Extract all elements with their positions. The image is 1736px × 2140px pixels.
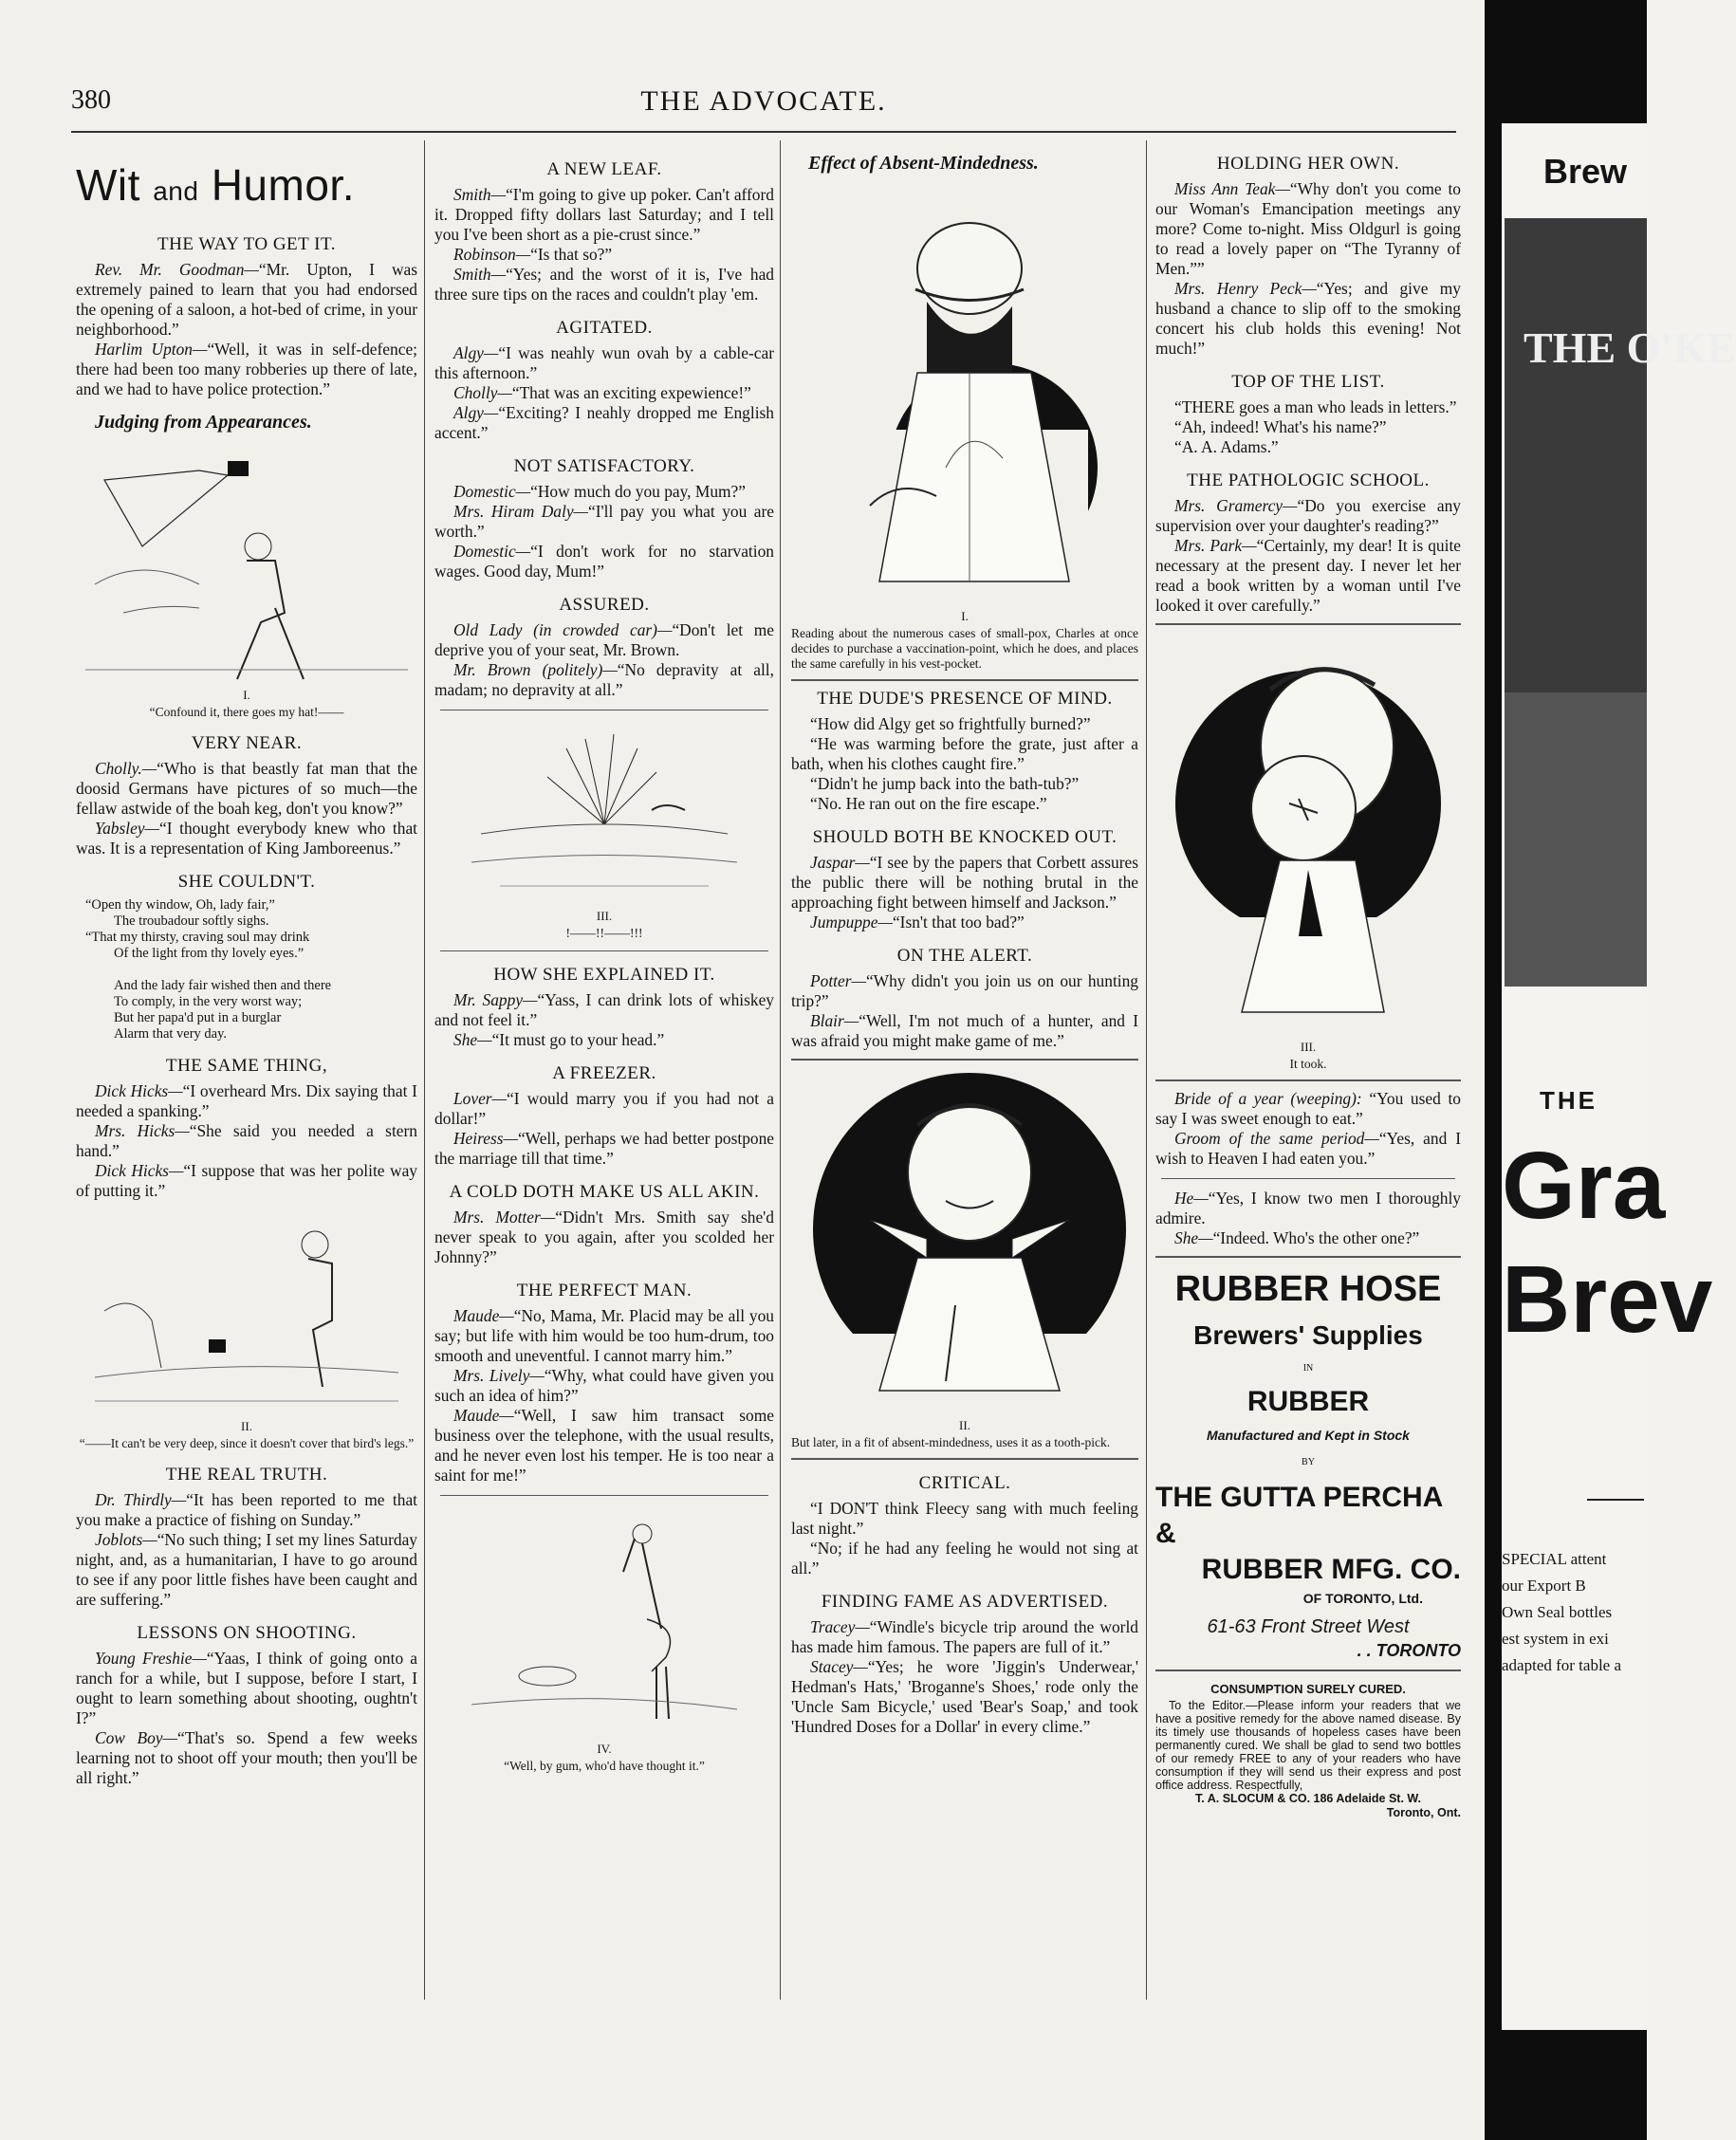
speech: “I'm going to give up poker. Can't afford it. Dropped fifty dollars last Saturday; and I tell you I've been short as a pie-crust since.” xyxy=(434,185,774,244)
speaker: Smith— xyxy=(453,185,507,204)
adjacent-heading: Brev xyxy=(1502,1246,1713,1353)
speech: “Do you exercise any supervision over your daughter's reading?” xyxy=(1155,496,1461,535)
dialogue xyxy=(1155,179,1461,279)
ad-subhead: RUBBER xyxy=(1247,1386,1370,1417)
cartoon-toothpick-illustration xyxy=(803,1068,1126,1410)
speaker: Harlim Upton— xyxy=(95,340,208,359)
dialogue xyxy=(76,260,417,340)
cartoon-caption: “Well, by gum, who'd have thought it.” xyxy=(504,1759,705,1773)
header-rule xyxy=(71,131,1456,133)
speaker: Domestic— xyxy=(453,482,531,501)
poem-line: To comply, in the very worst way; xyxy=(114,994,303,1009)
speech: “It must go to your head.” xyxy=(491,1030,665,1049)
article-title: SHE COULDN'T. xyxy=(177,872,316,892)
speaker: Cholly.— xyxy=(95,759,157,778)
article-title: ASSURED. xyxy=(559,595,650,615)
speaker: Algy— xyxy=(453,403,499,422)
dialogue xyxy=(1155,496,1461,536)
article-title: A COLD DOTH MAKE US ALL AKIN. xyxy=(449,1182,760,1202)
adjacent-photo-title: THE O'KE xyxy=(1524,323,1736,372)
cartoon-number: I. xyxy=(961,609,969,623)
article-title: THE PATHOLOGIC SCHOOL. xyxy=(1187,470,1430,490)
speaker: Cholly— xyxy=(453,383,512,402)
article-title: A FREEZER. xyxy=(552,1063,656,1083)
speaker: Tracey— xyxy=(810,1617,870,1636)
speech: “Well, I'm not much of a hunter, and I was afraid you might make game of me.” xyxy=(791,1011,1138,1050)
speech: “Indeed. Who's the other one?” xyxy=(1212,1228,1420,1247)
speaker: Mrs. Gramercy— xyxy=(1174,496,1298,515)
dialogue xyxy=(434,1030,774,1050)
speaker: Mrs. Hiram Daly— xyxy=(453,502,588,521)
dialogue xyxy=(791,913,1138,932)
dialogue xyxy=(434,265,774,304)
section-divider xyxy=(791,679,1138,681)
speaker: Mrs. Motter— xyxy=(453,1208,556,1227)
dialogue xyxy=(434,542,774,581)
article-title: A NEW LEAF. xyxy=(546,159,662,179)
dialogue xyxy=(434,1208,774,1267)
dialogue xyxy=(434,1406,774,1485)
cartoon-stork-illustration xyxy=(462,1505,747,1733)
speaker: Mrs. Hicks— xyxy=(95,1121,190,1140)
cartoon-bird-illustration xyxy=(95,1207,398,1411)
speaker: Mr. Sappy— xyxy=(453,990,538,1009)
article-title: AGITATED. xyxy=(556,318,653,338)
speech: “No depravity at all, madam; no depravity at all.” xyxy=(434,660,774,699)
speaker: Lover— xyxy=(453,1089,508,1108)
adjacent-line: est system in exi xyxy=(1502,1630,1609,1648)
dialogue xyxy=(1155,536,1461,616)
speech: “I overheard Mrs. Dix saying that I needed a spanking.” xyxy=(76,1081,417,1120)
column-2 xyxy=(434,140,774,1774)
speech: “I suppose that was her polite way of putting it.” xyxy=(76,1161,417,1200)
speaker: She— xyxy=(1174,1228,1213,1247)
speech: “Well, perhaps we had better postpone the marriage till that time.” xyxy=(434,1129,774,1168)
adjacent-line: Own Seal bottles xyxy=(1502,1603,1613,1621)
cartoon-caption: It took. xyxy=(1289,1057,1327,1071)
speech: “Why don't you come to our Woman's Emancipation meetings any more? Come to-night. Miss Oldgurl is going to read a lovely paper on “The Tyranny of Men.”” xyxy=(1155,179,1461,278)
dialogue xyxy=(76,1121,417,1161)
poem-line: But her papa'd put in a burglar xyxy=(114,1010,282,1025)
dialogue xyxy=(76,340,417,399)
speaker: Mr. Brown (politely)— xyxy=(453,660,618,679)
section-divider xyxy=(791,1059,1138,1061)
notice-signature: T. A. SLOCUM & CO. 186 Adelaide St. W. xyxy=(1194,1792,1421,1805)
dialogue xyxy=(76,1728,417,1788)
speech: “I don't work for no starvation wages. Good day, Mum!” xyxy=(434,542,774,581)
speech: “How much do you pay, Mum?” xyxy=(530,482,746,501)
ad-text: Manufactured and Kept in Stock xyxy=(1207,1428,1410,1443)
dialogue xyxy=(791,1617,1138,1657)
speech: “She said you needed a stern hand.” xyxy=(76,1121,417,1160)
speech: “Don't let me deprive you of your seat, Mr. Brown. xyxy=(434,620,774,659)
speech: “Is that so?” xyxy=(530,245,613,264)
dialogue xyxy=(434,620,774,660)
speech: “Didn't Mrs. Smith say she'd never speak to you again, after you scolded her Johnny?” xyxy=(434,1208,774,1266)
speaker: Bride of a year (weeping): xyxy=(1174,1089,1362,1108)
article-title: NOT SATISFACTORY. xyxy=(513,456,695,476)
speech: “No, Mama, Mr. Placid may be all you say; but life with him would be too hum-drum, too smooth and uneventful. I cannot marry him.” xyxy=(434,1306,774,1365)
dialogue xyxy=(1155,1228,1461,1248)
adjacent-page xyxy=(1502,123,1736,2030)
article-title: THE DUDE'S PRESENCE OF MIND. xyxy=(817,689,1113,709)
dialogue xyxy=(434,660,774,700)
article-title: THE WAY TO GET IT. xyxy=(157,234,336,254)
article-title: TOP OF THE LIST. xyxy=(1231,372,1385,392)
dialogue xyxy=(434,383,774,403)
dialogue xyxy=(791,853,1138,913)
speaker: Young Freshie— xyxy=(95,1649,207,1668)
poem xyxy=(85,897,417,1042)
speech: “That's so. Spend a few weeks learning not to shoot off your mouth; then you'll be all right.” xyxy=(76,1728,417,1787)
article-title: THE PERFECT MAN. xyxy=(516,1281,693,1301)
column-rule xyxy=(424,140,425,2000)
dialogue xyxy=(791,1011,1138,1051)
section-divider xyxy=(1155,1256,1461,1258)
dialogue xyxy=(434,1366,774,1406)
speaker: Old Lady (in crowded car)— xyxy=(453,620,673,639)
dialogue xyxy=(791,971,1138,1011)
speaker: Mrs. Park— xyxy=(1174,536,1257,555)
dialogue xyxy=(76,1490,417,1530)
speaker: Mrs. Henry Peck— xyxy=(1174,279,1317,298)
poem-line: Of the light from thy lovely eyes.” xyxy=(114,946,305,961)
adjacent-line: SPECIAL attent xyxy=(1502,1550,1607,1568)
speech: “Well, it was in self-defence; there had been too many robberies up there of late, and we had to have police protection.” xyxy=(76,340,417,398)
adjacent-heading: Brew xyxy=(1543,152,1628,191)
notice-title: CONSUMPTION SURELY CURED. xyxy=(1210,1682,1406,1696)
speech: “Yass, I can drink lots of whiskey and not feel it.” xyxy=(434,990,774,1029)
speech: “Mr. Upton, I was extremely pained to learn that you had endorsed the opening of a saloon, a hot-bed of crime, in your neighborhood.” xyxy=(76,260,417,339)
dialogue: “I DON'T think Fleecy sang with much feeling last night.” xyxy=(791,1499,1138,1538)
dialogue: “A. A. Adams.” xyxy=(1174,437,1279,456)
adjacent-paragraph xyxy=(1502,1546,1653,1679)
humor-word: Humor. xyxy=(211,160,355,210)
speaker: Yabsley— xyxy=(95,819,159,838)
dialogue xyxy=(1155,1089,1461,1129)
cartoon-title: Judging from Appearances. xyxy=(95,412,312,433)
section-divider xyxy=(1155,1670,1461,1671)
speech: “Why didn't you join us on our hunting trip?” xyxy=(791,971,1138,1010)
page-header xyxy=(71,85,1456,123)
speaker: He— xyxy=(1174,1189,1209,1208)
article-title: ON THE ALERT. xyxy=(896,946,1033,966)
cartoon-number: III. xyxy=(596,909,613,923)
article-title: HOLDING HER OWN. xyxy=(1216,154,1400,174)
adjacent-rule xyxy=(1587,1499,1644,1501)
column-rule xyxy=(1146,140,1147,2000)
cartoon-caption: “——It can't be very deep, since it doesn't cover that bird's legs.” xyxy=(79,1436,415,1450)
article-title: SHOULD BOTH BE KNOCKED OUT. xyxy=(812,827,1117,847)
speech: “I was neahly wun ovah by a cable-car this afternoon.” xyxy=(434,343,774,382)
column-rule xyxy=(780,140,781,2000)
cartoon-hat-illustration xyxy=(85,442,408,679)
adjacent-photo xyxy=(1505,218,1736,987)
article-title: THE SAME THING, xyxy=(165,1056,328,1076)
adjacent-line: our Export B xyxy=(1502,1577,1586,1595)
article-title: HOW SHE EXPLAINED IT. xyxy=(493,965,715,985)
dialogue xyxy=(76,1161,417,1201)
adjacent-text: THE xyxy=(1540,1086,1597,1115)
ad-text: BY xyxy=(1302,1457,1315,1467)
dialogue xyxy=(1155,1129,1461,1169)
speaker: Groom of the same period— xyxy=(1174,1129,1379,1148)
dialogue xyxy=(791,1657,1138,1737)
dialogue: “No; if he had any feeling he would not sing at all.” xyxy=(791,1539,1138,1577)
dialogue xyxy=(1155,1189,1461,1228)
wit-and-humor-title xyxy=(76,159,417,217)
article-title: FINDING FAME AS ADVERTISED. xyxy=(821,1592,1109,1612)
speaker: Heiress— xyxy=(453,1129,518,1148)
speech: “I would marry you if you had not a dollar!” xyxy=(434,1089,774,1128)
column-4 xyxy=(1155,140,1461,1820)
ad-text: IN xyxy=(1302,1363,1314,1374)
cartoon-caption: But later, in a fit of absent-mindedness, uses it as a tooth-pick. xyxy=(791,1435,1111,1449)
consumption-notice xyxy=(1155,1679,1461,1820)
speech: “You used to say I was sweet enough to eat.” xyxy=(1155,1089,1461,1128)
ad-address: 61-63 Front Street West xyxy=(1207,1616,1410,1637)
speaker: Miss Ann Teak— xyxy=(1174,179,1290,198)
page-number: 380 xyxy=(71,85,111,115)
ad-company-name: RUBBER MFG. CO. xyxy=(1201,1554,1461,1585)
speaker: Dick Hicks— xyxy=(95,1161,184,1180)
ad-headline: RUBBER HOSE xyxy=(1174,1269,1442,1309)
dialogue xyxy=(434,403,774,443)
speech: “It has been reported to me that you make a practice of fishing on Sunday.” xyxy=(76,1490,417,1529)
cartoon-number: II. xyxy=(959,1418,970,1432)
ad-city: . . TORONTO xyxy=(1357,1641,1461,1660)
cartoon-caption: Reading about the numerous cases of small-pox, Charles at once decides to purchase a vaccination-point, which he does, and places the same carefully in his vest-pocket. xyxy=(791,626,1138,671)
speaker: Smith— xyxy=(453,265,507,284)
rubber-hose-advertisement xyxy=(1155,1267,1461,1662)
speech: “Why, what could have given you such an idea of him?” xyxy=(434,1366,774,1405)
speaker: Robinson— xyxy=(453,245,531,264)
poem-line: “Open thy window, Oh, lady fair,” xyxy=(85,897,275,913)
speech: “Yes, I know two men I thoroughly admire. xyxy=(1155,1189,1461,1227)
cartoon-caption: “Confound it, there goes my hat!—— xyxy=(149,705,344,719)
speech: “Windle's bicycle trip around the world has made him famous. The papers are full of it.” xyxy=(791,1617,1138,1656)
speech: “Yes; and the worst of it is, I've had three sure tips on the races and couldn't play 'em. xyxy=(434,265,774,304)
speaker: Mrs. Lively— xyxy=(453,1366,545,1385)
dialogue xyxy=(76,819,417,858)
article-title: VERY NEAR. xyxy=(191,733,303,753)
dialogue xyxy=(434,482,774,502)
and-word: and xyxy=(153,176,199,206)
ad-company-name: THE GUTTA PERCHA & xyxy=(1155,1482,1443,1549)
poem-line xyxy=(85,962,417,978)
speaker: Stacey— xyxy=(810,1657,868,1676)
speech: “Yes; and give my husband a chance to slip off to the smoking concert his club holds this evening! Not much!” xyxy=(1155,279,1461,358)
article-title: THE REAL TRUTH. xyxy=(165,1465,328,1485)
section-divider xyxy=(1161,1178,1455,1179)
column-3 xyxy=(791,140,1138,1737)
notice-body: To the Editor.—Please inform your readers that we have a positive remedy for the above named disease. By its timely use thousands of hopeless cases have been permanently cured. We shall be glad to send two bottles of our remedy FREE to any of your readers who have consumption if they will send us their express and post office address. Respectfully, xyxy=(1155,1699,1461,1792)
speech: “That was an exciting expewience!” xyxy=(511,383,751,402)
dialogue xyxy=(76,1530,417,1610)
section-divider xyxy=(440,950,768,951)
speaker: Maude— xyxy=(453,1406,514,1425)
cartoon-splash-illustration xyxy=(462,720,747,900)
speaker: Jaspar— xyxy=(810,853,870,872)
dialogue: “How did Algy get so frightfully burned?” xyxy=(810,714,1091,733)
speech: “No such thing; I set my lines Saturday night, and, as a humanitarian, I have to go around to see if any poor little fishes have been caught and are suffering.” xyxy=(76,1530,417,1609)
dialogue xyxy=(434,1129,774,1169)
poem-line: Alarm that very day. xyxy=(114,1026,228,1042)
dialogue: “Didn't he jump back into the bath-tub?” xyxy=(810,774,1080,793)
section-divider xyxy=(1155,623,1461,625)
dialogue: “Ah, indeed! What's his name?” xyxy=(1174,417,1387,436)
speaker: Algy— xyxy=(453,343,499,362)
ad-text: OF TORONTO, Ltd. xyxy=(1302,1591,1423,1606)
cartoon-charles-illustration xyxy=(803,183,1126,600)
speaker: Blair— xyxy=(810,1011,859,1030)
speaker: Rev. Mr. Goodman— xyxy=(95,260,259,279)
poem-line: “That my thirsty, craving soul may drink xyxy=(85,930,310,945)
dialogue xyxy=(434,185,774,245)
speech: “I thought everybody knew who that was. It is a representation of King Jamboreenus.” xyxy=(76,819,417,858)
adjacent-heading: Gra xyxy=(1502,1133,1666,1239)
cartoon-title: Effect of Absent-Mindedness. xyxy=(808,153,1039,174)
wit-word: Wit xyxy=(76,160,140,210)
dialogue xyxy=(434,343,774,383)
article-title: LESSONS ON SHOOTING. xyxy=(137,1623,357,1643)
cartoon-number: I. xyxy=(243,688,250,702)
cartoon-number: IV. xyxy=(597,1742,612,1756)
notice-signature: Toronto, Ont. xyxy=(1386,1806,1461,1819)
speech: “Who is that beastly fat man that the doosid Germans have pictures of so much—the fellaw astwide of the boah keg, don't you know?” xyxy=(76,759,417,818)
poem-line: And the lady fair wished then and there xyxy=(114,978,332,993)
speech: “Yes, and I wish to Heaven I had eaten you.” xyxy=(1155,1129,1462,1168)
speech: “I see by the papers that Corbett assures the public there will be nothing brutal in the approaching fight between himself and Jackson.” xyxy=(791,853,1138,912)
cartoon-number: III. xyxy=(1300,1040,1317,1054)
dialogue xyxy=(434,245,774,265)
dialogue xyxy=(76,1649,417,1728)
speech: “Yaas, I think of going onto a ranch for a while, but I suppose, before I start, I ought to learn something about shooting, oughtn't I?” xyxy=(76,1649,417,1727)
dialogue xyxy=(434,1089,774,1129)
speaker: Potter— xyxy=(810,971,866,990)
article-title: CRITICAL. xyxy=(918,1473,1011,1493)
speaker: Domestic— xyxy=(453,542,531,561)
dialogue: “No. He ran out on the fire escape.” xyxy=(810,794,1047,813)
speaker: Cow Boy— xyxy=(95,1728,177,1747)
cartoon-number: II. xyxy=(241,1419,252,1433)
dialogue: “THERE goes a man who leads in letters.” xyxy=(1174,397,1457,416)
cartoon-caption: !——!!——!!! xyxy=(565,926,643,940)
speech: “Exciting? I neahly dropped me English accent.” xyxy=(434,403,774,442)
ad-subhead: Brewers' Supplies xyxy=(1193,1320,1423,1350)
speech: “Certainly, my dear! It is quite necessary at the present day. I never let her read a book written by a woman until I've looked it over carefully.” xyxy=(1155,536,1461,615)
speech: “Well, I saw him transact some business over the telephone, with the usual results, and he never even lost his temper. He is too near a saint for me!” xyxy=(434,1406,774,1485)
section-divider xyxy=(440,1495,768,1496)
dialogue xyxy=(76,759,417,819)
masthead: THE ADVOCATE. xyxy=(640,85,887,117)
speech: “Yes; he wore 'Jiggin's Underwear,' Hedman's Hats,' 'Broganne's Shoes,' rode only the 'Uncle Sam Bicycle,' used 'Bear's Soap,' and took 'Hundred Doses for a Dollar' in every clime.” xyxy=(791,1657,1138,1736)
dialogue xyxy=(434,1306,774,1366)
poem-line: The troubadour softly sighs. xyxy=(114,913,269,929)
cartoon-it-took-illustration xyxy=(1166,633,1450,1031)
speech: “Isn't that too bad?” xyxy=(892,913,1025,932)
speaker: Joblots— xyxy=(95,1530,157,1549)
dialogue: “He was warming before the grate, just after a bath, when his clothes caught fire.” xyxy=(791,734,1138,773)
section-divider xyxy=(1155,1079,1461,1081)
adjacent-photo-street xyxy=(1505,692,1647,987)
dialogue xyxy=(76,1081,417,1121)
speaker: Dr. Thirdly— xyxy=(95,1490,187,1509)
speaker: She— xyxy=(453,1030,492,1049)
dialogue xyxy=(434,990,774,1030)
speech: “I'll pay you what you are worth.” xyxy=(434,502,774,541)
section-divider xyxy=(791,1458,1138,1460)
column-1 xyxy=(76,140,417,1788)
dialogue xyxy=(1155,279,1461,359)
speaker: Maude— xyxy=(453,1306,514,1325)
dialogue xyxy=(434,502,774,542)
speaker: Jumpuppe— xyxy=(810,913,893,932)
adjacent-line: adapted for table a xyxy=(1502,1656,1622,1674)
speaker: Dick Hicks— xyxy=(95,1081,183,1100)
